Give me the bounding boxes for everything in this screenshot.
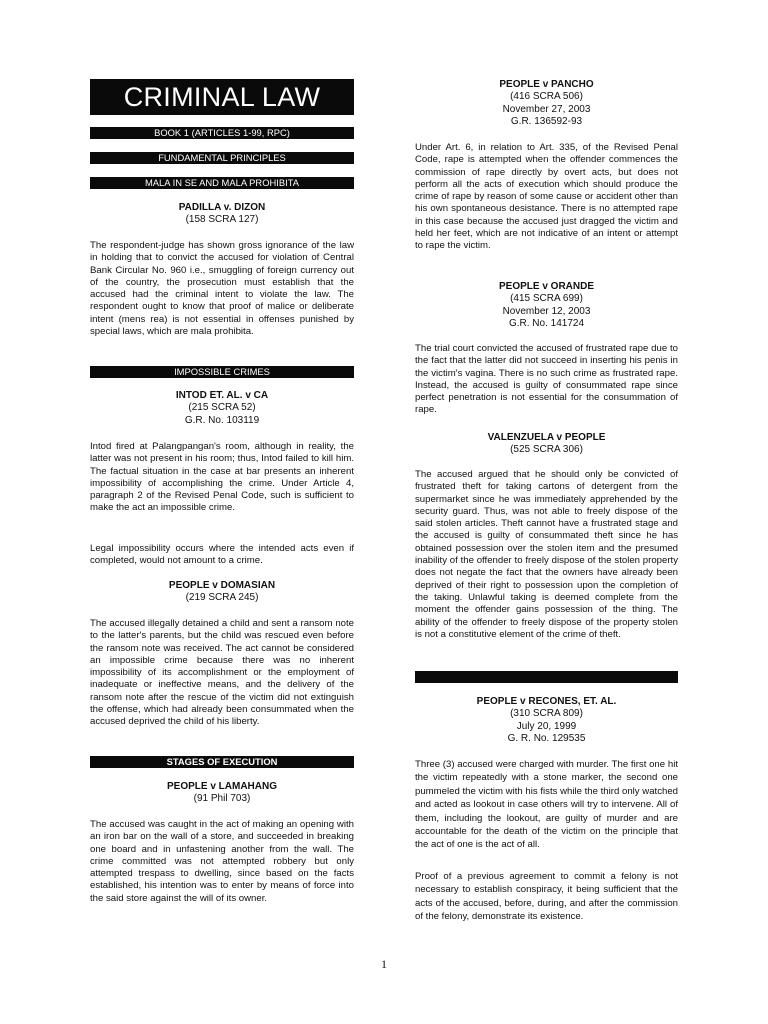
case-heading-domasian: [90, 580, 354, 605]
case-gr-number: G. R. No. 129535: [507, 733, 586, 745]
section-bar-book: BOOK 1 (ARTICLES 1-99, RPC): [90, 127, 354, 139]
case-heading-lamahang: [90, 781, 354, 806]
section-bar-impossible-crimes: IMPOSSIBLE CRIMES: [90, 366, 354, 378]
page-number: 1: [381, 957, 387, 971]
section-bar-blank: [415, 671, 678, 683]
document-title: CRIMINAL LAW: [90, 79, 354, 115]
case-heading-valenzuela: [415, 432, 678, 457]
case-name: INTOD ET. AL. v CA: [175, 390, 269, 401]
case-text-pancho: Under Art. 6, in relation to Art. 335, of the Revised Penal Code, rape is attempted when the offender commences the commission of rape directly by overt acts, but does not perform all the acts of execution which should produce the crime of rape by reason of some cause or accident other than his own spontaneous desistance. There is no attempted rape in this case because the accused just dragged the victim and held her feet, which are not indicative of an intent or attempt to rape the victim.: [415, 142, 678, 252]
section-bar-mala-in-se: MALA IN SE AND MALA PROHIBITA: [90, 177, 354, 189]
case-text-recones-2: Proof of a previous agreement to commit a felony is not necessary to establish conspiracy, it being sufficient that the acts of the accused, before, during, and after the commission of the felony, demonstrate its existence.: [415, 871, 678, 923]
case-citation: (215 SCRA 52): [188, 402, 256, 414]
case-citation: (310 SCRA 809): [510, 708, 583, 720]
case-heading-orande: [415, 281, 678, 331]
case-heading-padilla: [90, 202, 354, 227]
case-name: PEOPLE v ORANDE: [498, 281, 595, 292]
case-citation: (158 SCRA 127): [185, 214, 259, 226]
case-name: PEOPLE v LAMAHANG: [166, 781, 277, 792]
case-text-intod: Intod fired at Palangpangan's room, although in reality, the latter was not present in his room; thus, Intod failed to kill him. The factual situation in the case at bar presents an inherent impossibility of accomplishing the crime. Under Article 4, paragraph 2 of the Revised Penal Code, such is sufficient to make the act an impossible crime.: [90, 441, 354, 514]
section-bar-fundamental-principles: FUNDAMENTAL PRINCIPLES: [90, 152, 354, 164]
case-text-padilla: The respondent-judge has shown gross ignorance of the law in holding that to convict the accused for violation of Central Bank Circular No. 960 i.e., smuggling of foreign currency out of the country, the prosecution must establish that the accused had the criminal intent to violate the law. The respondent ought to know that proof of malice or deliberate intent (mens rea) is not essential in offenses punished by special laws, which are mala prohibita.: [90, 240, 354, 338]
case-name: PEOPLE v DOMASIAN: [168, 580, 276, 591]
case-name: PADILLA v. DIZON: [178, 202, 266, 213]
case-date: July 20, 1999: [516, 720, 577, 732]
case-gr-number: G.R. 136592-93: [510, 116, 583, 128]
case-text-recones: Three (3) accused were charged with murder. The first one hit the victim repeatedly with a stone marker, the second one pummeled the victim with his fists while the third only watched and acted as lookout in case others will try to intervene. All of them, including the lookout, are guilty of murder and are accountable for the death of the victim on the principle that the act of one is the act of all.: [415, 759, 678, 851]
case-date: November 27, 2003: [502, 103, 591, 115]
case-name: PEOPLE v RECONES, ET. AL.: [476, 696, 617, 707]
case-text-valenzuela: The accused argued that he should only be convicted of frustrated theft for taking cartons of detergent from the supermarket since he was immediately apprehended by the security guard. Thus, was not able to freely dispose of the said stolen articles. Theft cannot have a frustrated stage and the accused is guilty of consummated theft since he has obtained possession over the stolen item and the presumed inability of the offender to freely dispose of the stolen property does not negate the fact that the owners have already been deprived of their right to possession upon the completion of the taking. Unlawful taking is deemed complete from the moment the offender gains possession of the thing. The ability of the offender to freely dispose of the property stolen is not a constitutive element of the crime of theft.: [415, 469, 678, 640]
case-citation: (415 SCRA 699): [510, 293, 583, 305]
case-text-orande: The trial court convicted the accused of frustrated rape due to the fact that the latter did not succeed in inserting his penis in the victim's vagina. There is no such crime as frustrated rape. Instead, the accused is guilty of consummated rape since perfect penetration is not essential for the consummation of rape.: [415, 343, 678, 416]
case-text-lamahang: The accused was caught in the act of making an opening with an iron bar on the wall of a store, and succeeded in breaking one board and in unfastening another from the wall. The crime committed was not attempted robbery but only attempted trespass to dwelling, since based on the facts established, his intention was to enter by means of force into the said store against the will of its owner.: [90, 819, 354, 904]
case-text-intod-2: Legal impossibility occurs where the intended acts even if completed, would not amount to a crime.: [90, 543, 354, 567]
case-date: November 12, 2003: [502, 305, 591, 317]
case-heading-intod: [90, 390, 354, 427]
case-citation: (416 SCRA 506): [510, 91, 583, 103]
case-name: PEOPLE v PANCHO: [499, 79, 594, 90]
case-gr-number: G.R. No. 103119: [184, 414, 260, 426]
case-name: VALENZUELA v PEOPLE: [487, 432, 606, 443]
case-citation: (91 Phil 703): [193, 793, 251, 805]
case-text-domasian: The accused illegally detained a child and sent a ransom note to the latter's parents, but the child was rescued even before the ransom note was received. The act cannot be considered an impossible crime because there was no inherent impossibility of its accomplishment or the employment of inadequate or ineffective means, and the delivery of the ransom note after the rescue of the victim did not extinguish the offense, which had already been consummated when the accused deprived the child of his liberty.: [90, 618, 354, 728]
case-heading-pancho: [415, 79, 678, 129]
case-gr-number: G.R. No. 141724: [508, 318, 585, 330]
case-heading-recones: [415, 696, 678, 746]
case-citation: (219 SCRA 245): [185, 592, 259, 604]
case-citation: (525 SCRA 306): [510, 444, 583, 456]
section-bar-stages-of-execution: STAGES OF EXECUTION: [90, 756, 354, 768]
